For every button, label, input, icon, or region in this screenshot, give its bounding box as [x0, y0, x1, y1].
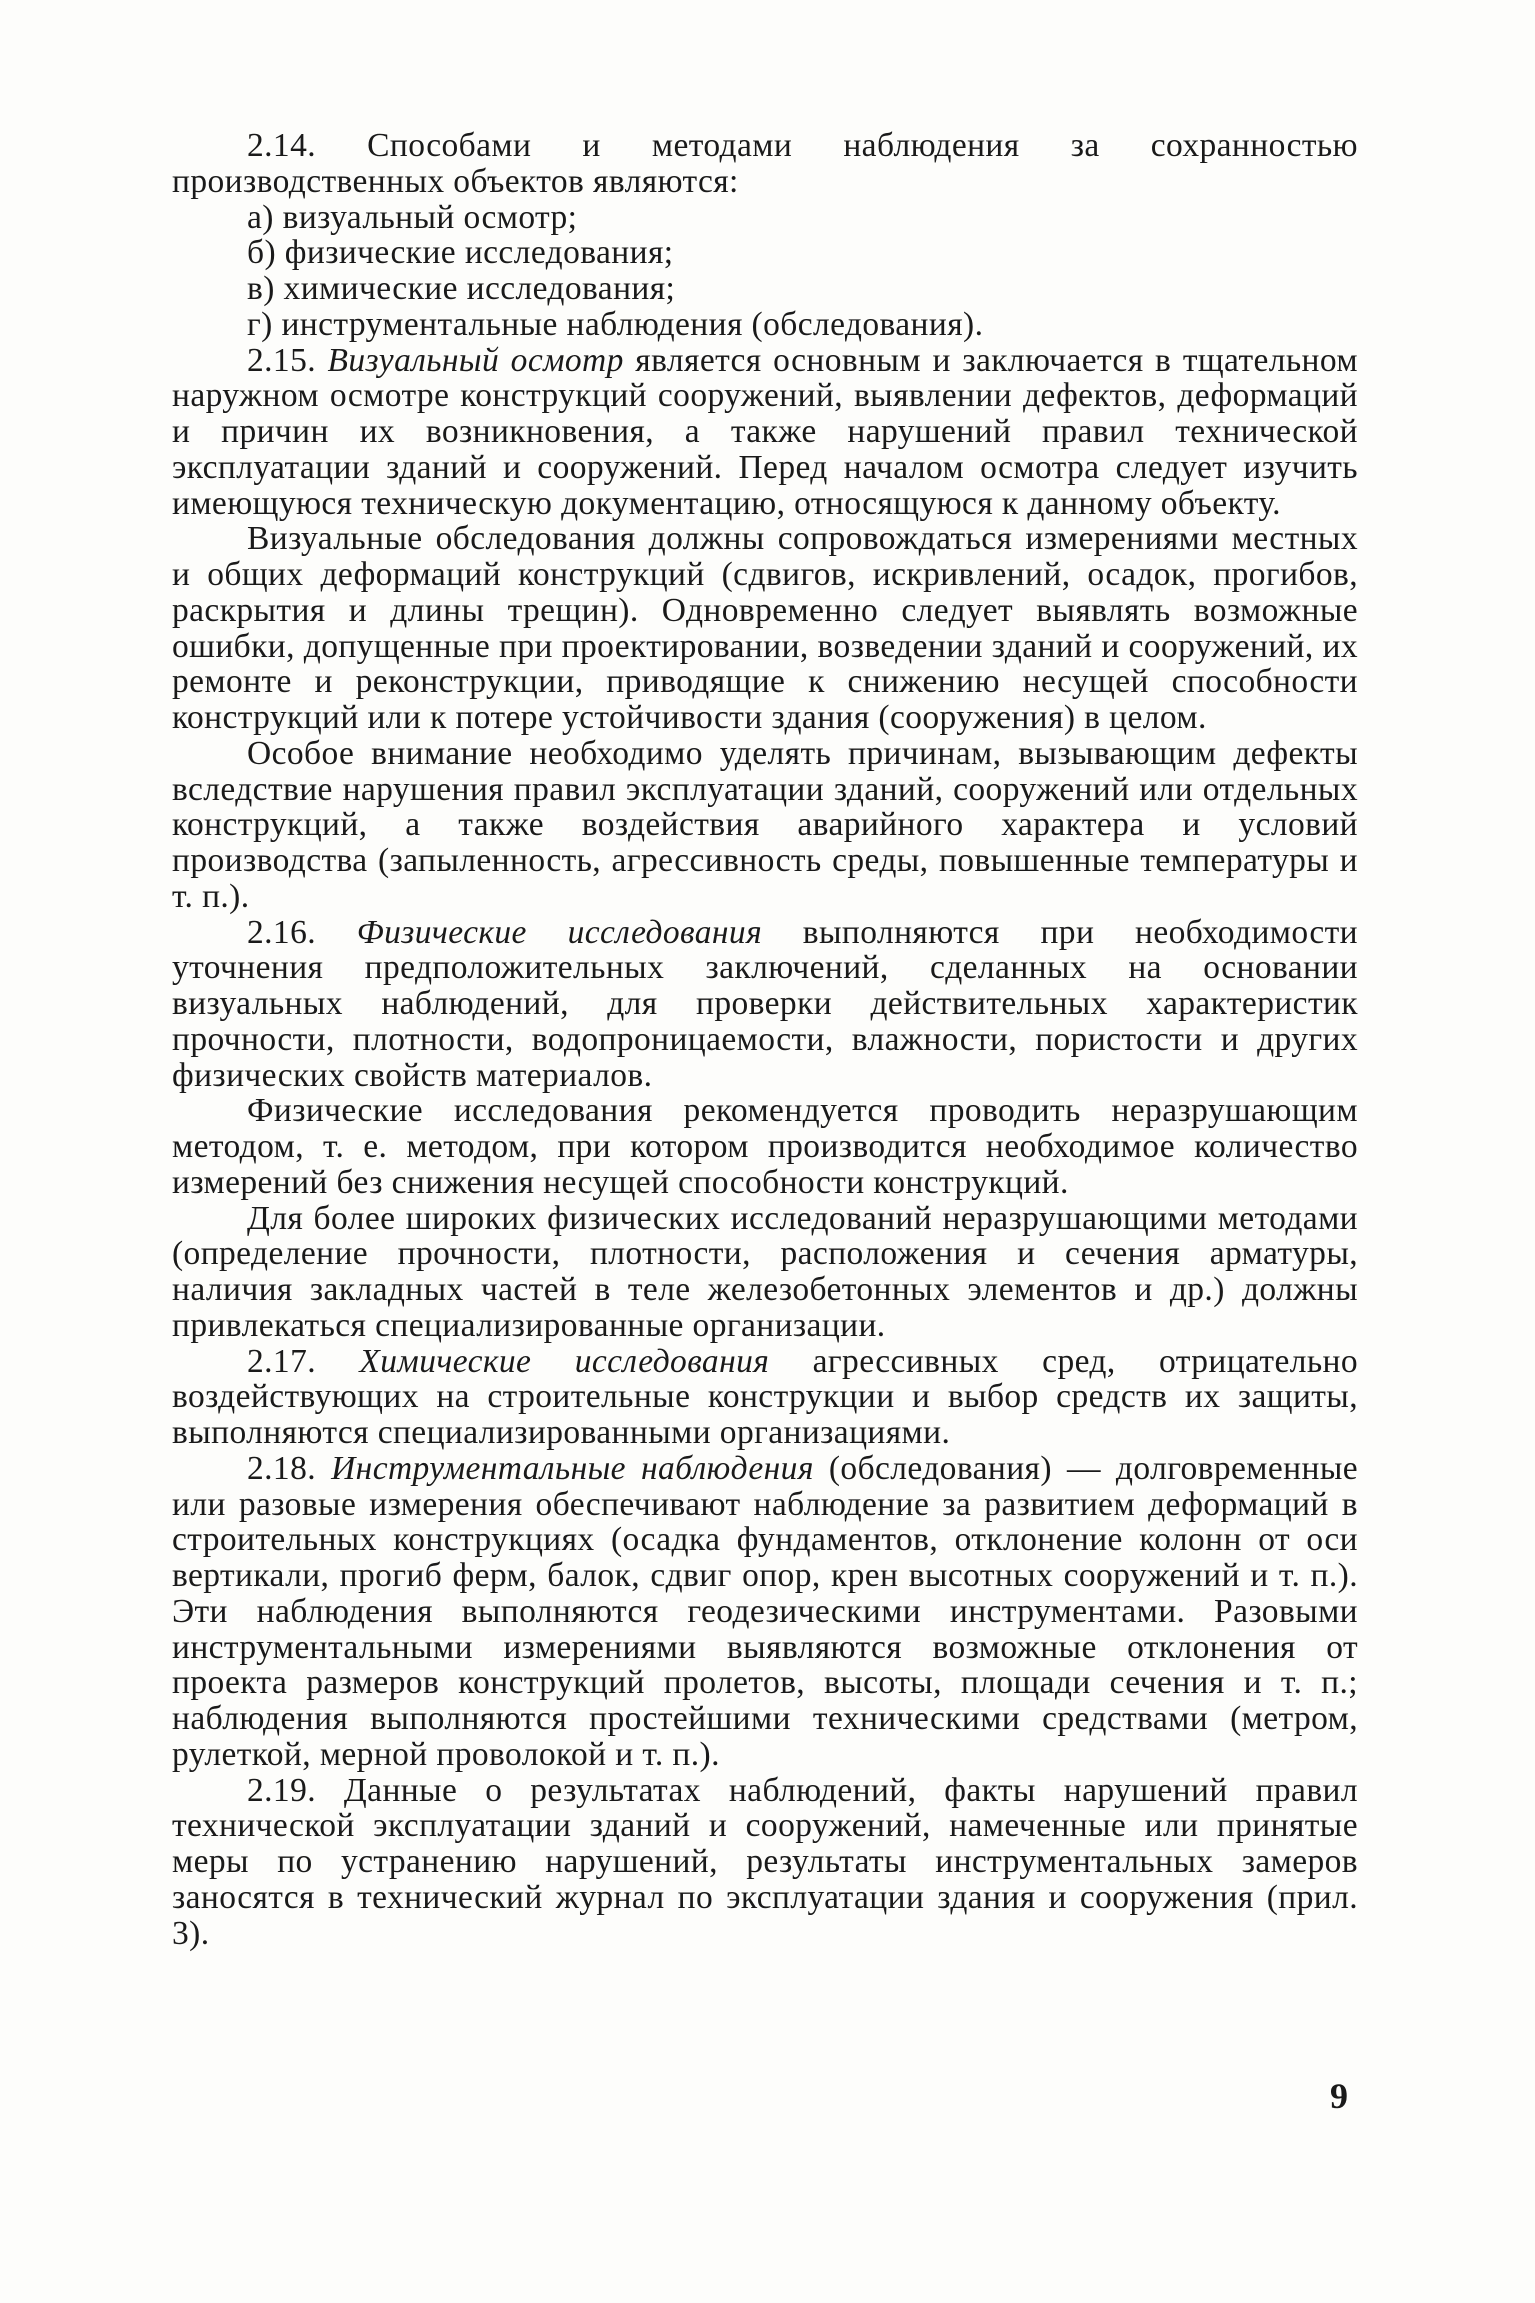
section-term: Физические исследования [356, 913, 763, 951]
section-2-17 [172, 1344, 1358, 1451]
section-2-19: 2.19. Данные о результатах наблюдений, факты нарушений правил технической эксплуатации зданий и сооружений, намеченные или принятые меры по устранению нарушений, результаты инструментальных замеров заносятся в технический журнал по эксплуатации здания и сооружения (прил. 3). [172, 1771, 1358, 1952]
list-item-b: б) физические исследования; [247, 234, 674, 272]
section-2-16 [172, 915, 1358, 1094]
list-item-a: а) визуальный осмотр; [247, 198, 578, 236]
section-number: 2.16. [247, 913, 357, 951]
section-text: является основным и заключается в тщательном наружном осмотре конструкций сооружений, выявлении дефектов, деформаций и причин их возникновения, а также нарушений правил технической эксплуатации зданий и сооружений. Перед началом осмотра следует изучить имеющуюся техническую документацию, относящуюся к данному объекту. [172, 341, 1358, 522]
section-term: Визуальный осмотр [327, 341, 624, 379]
list-item-d: г) инструментальные наблюдения (обследования). [247, 305, 984, 343]
body-text [172, 128, 1358, 1951]
section-2-16-paragraph-2: Физические исследования рекомендуется проводить неразрушающим методом, т. е. методом, при котором производится необходимое количество измерений без снижения несущей способности конструкций. [172, 1092, 1358, 1201]
section-2-15-paragraph-2: Визуальные обследования должны сопровождаться измерениями местных и общих деформаций конструкций (сдвигов, искривлений, осадок, прогибов, раскрытия и длины трещин). Одновременно следует выявлять возможные ошибки, допущенные при проектировании, возведении зданий и сооружений, их ремонте и реконструкции, приводящие к снижению несущей способности конструкций или к потере устойчивости здания (сооружения) в целом. [172, 520, 1358, 736]
section-number: 2.18. [247, 1449, 332, 1487]
section-2-15-paragraph-3: Особое внимание необходимо уделять причинам, вызывающим дефекты вследствие нарушения правил эксплуатации зданий, сооружений или отдельных конструкций, а также воздействия аварийного характера и условий производства (запыленность, агрессивность среды, повышенные температуры и т. п.). [172, 734, 1358, 915]
section-2-16-paragraph-3: Для более широких физических исследований неразрушающими методами (определение прочности, плотности, расположения и сечения арматуры, наличия закладных частей в теле железобетонных элементов и др.) должны привлекаться специализированные организации. [172, 1199, 1358, 1344]
section-text: выполняются при необходимости уточнения предположительных заключений, сделанных на основании визуальных наблюдений, для проверки действительных характеристик прочности, плотности, водопроницаемости, влажности, пористости и других физических свойств материалов. [172, 913, 1358, 1094]
section-2-15 [172, 343, 1358, 522]
page-number: 9 [1330, 2076, 1348, 2116]
section-text: (обследования) — долговременные или разовые измерения обеспечивают наблюдение за развитием деформаций в строительных конструкциях (осадка фундаментов, отклонение колонн от оси вертикали, прогиб ферм, балок, сдвиг опор, крен высотных сооружений и т. п.). Эти наблюдения выполняются геодезическими инструментами. Разовыми инструментальными измерениями выявляются возможные отклонения от проекта размеров конструкций пролетов, высоты, площади сечения и т. п.; наблюдения выполняются простейшими техническими средствами (метром, рулеткой, мерной проволокой и т. п.). [172, 1449, 1358, 1773]
section-number: 2.17. [247, 1342, 360, 1380]
section-2-14-intro: 2.14. Способами и методами наблюдения за сохранностью производственных объектов являются: [172, 127, 1358, 200]
section-number: 2.15. [247, 341, 328, 379]
section-text: агрессивных сред, отрицательно воздействующих на строительные конструкции и выбор средств их защиты, выполняются специализированными организациями. [172, 1342, 1358, 1451]
section-term: Химические исследования [359, 1342, 770, 1380]
section-2-18 [172, 1451, 1358, 1773]
list-item-c: в) химические исследования; [247, 270, 676, 307]
section-term: Инструментальные наблюдения [331, 1449, 814, 1487]
